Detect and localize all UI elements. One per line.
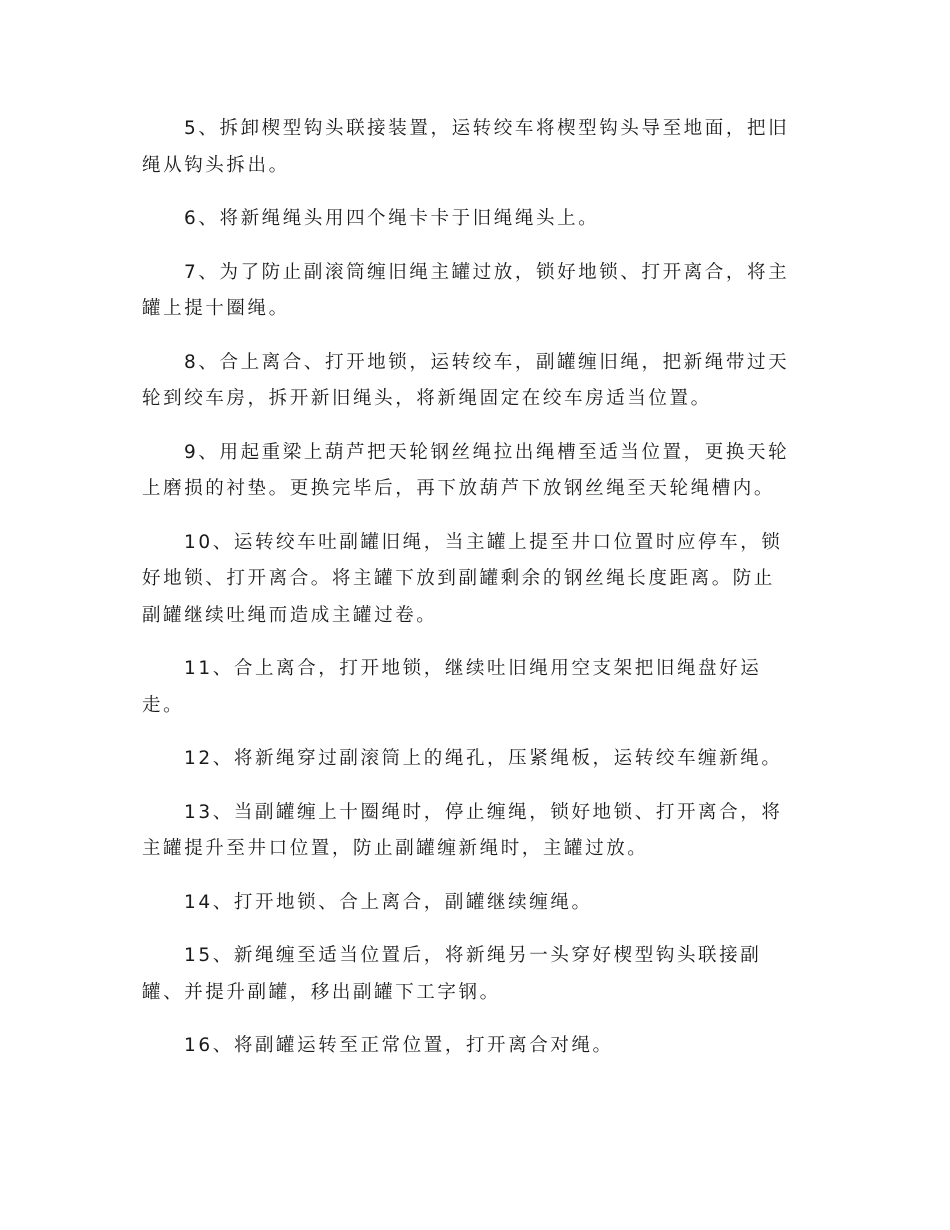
paragraph-line: 14、打开地锁、合上离合，副罐继续缠绳。 bbox=[184, 891, 593, 913]
paragraph-line: 7、为了防止副滚筒缠旧绳主罐过放，锁好地锁、打开离合，将主 bbox=[184, 261, 790, 283]
paragraph-line: 轮到绞车房，拆开新旧绳头，将新绳固定在绞车房适当位置。 bbox=[142, 388, 712, 409]
paragraph-line: 15、新绳缠至适当位置后，将新绳另一头穿好楔型钩头联接副 bbox=[184, 945, 762, 966]
paragraph-line: 5、拆卸楔型钩头联接装置，运转绞车将楔型钩头导至地面，把旧 bbox=[184, 118, 790, 139]
paragraph-step-11 bbox=[142, 651, 812, 724]
paragraph-step-7 bbox=[142, 255, 812, 328]
paragraph-line: 上磨损的衬垫。更换完毕后，再下放葫芦下放钢丝绳至天轮绳槽内。 bbox=[142, 478, 776, 499]
paragraph-step-5 bbox=[142, 111, 812, 184]
paragraph-line: 13、当副罐缠上十圈绳时，停止缠绳，锁好地锁、打开离合，将 bbox=[184, 801, 783, 823]
paragraph-step-10 bbox=[142, 525, 812, 635]
paragraph-step-13 bbox=[142, 795, 812, 868]
paragraph-line: 9、用起重梁上葫芦把天轮钢丝绳拉出绳槽至适当位置，更换天轮 bbox=[184, 441, 790, 463]
paragraph-line: 8、合上离合、打开地锁，运转绞车，副罐缠旧绳，把新绳带过天 bbox=[184, 351, 790, 373]
paragraph-line: 副罐继续吐绳而造成主罐过卷。 bbox=[142, 604, 438, 626]
paragraph-line: 10、运转绞车吐副罐旧绳，当主罐上提至井口位置时应停车，锁 bbox=[184, 531, 783, 553]
paragraph-step-14 bbox=[142, 885, 812, 922]
paragraph-line: 6、将新绳绳头用四个绳卡卡于旧绳绳头上。 bbox=[184, 208, 600, 229]
paragraph-step-12 bbox=[142, 741, 812, 778]
paragraph-line: 罐上提十圈绳。 bbox=[142, 298, 290, 319]
paragraph-step-16 bbox=[142, 1028, 812, 1065]
paragraph-step-8 bbox=[142, 345, 812, 418]
paragraph-line: 走。 bbox=[142, 694, 185, 716]
paragraph-step-9 bbox=[142, 435, 812, 508]
paragraph-line: 好地锁、打开离合。将主罐下放到副罐剩余的钢丝绳长度距离。防止 bbox=[142, 568, 776, 589]
paragraph-step-15 bbox=[142, 938, 812, 1011]
paragraph-line: 12、将新绳穿过副滚筒上的绳孔，压紧绳板，运转绞车缠新绳。 bbox=[184, 748, 783, 769]
document-body bbox=[142, 111, 812, 1082]
paragraph-line: 11、合上离合，打开地锁，继续吐旧绳用空支架把旧绳盘好运 bbox=[184, 658, 762, 679]
paragraph-line: 主罐提升至井口位置，防止副罐缠新绳时，主罐过放。 bbox=[142, 838, 649, 859]
paragraph-line: 16、将副罐运转至正常位置，打开离合对绳。 bbox=[184, 1035, 614, 1056]
paragraph-line: 绳从钩头拆出。 bbox=[142, 154, 290, 176]
paragraph-line: 罐、并提升副罐，移出副罐下工字钢。 bbox=[142, 981, 501, 1003]
paragraph-step-6 bbox=[142, 201, 812, 238]
